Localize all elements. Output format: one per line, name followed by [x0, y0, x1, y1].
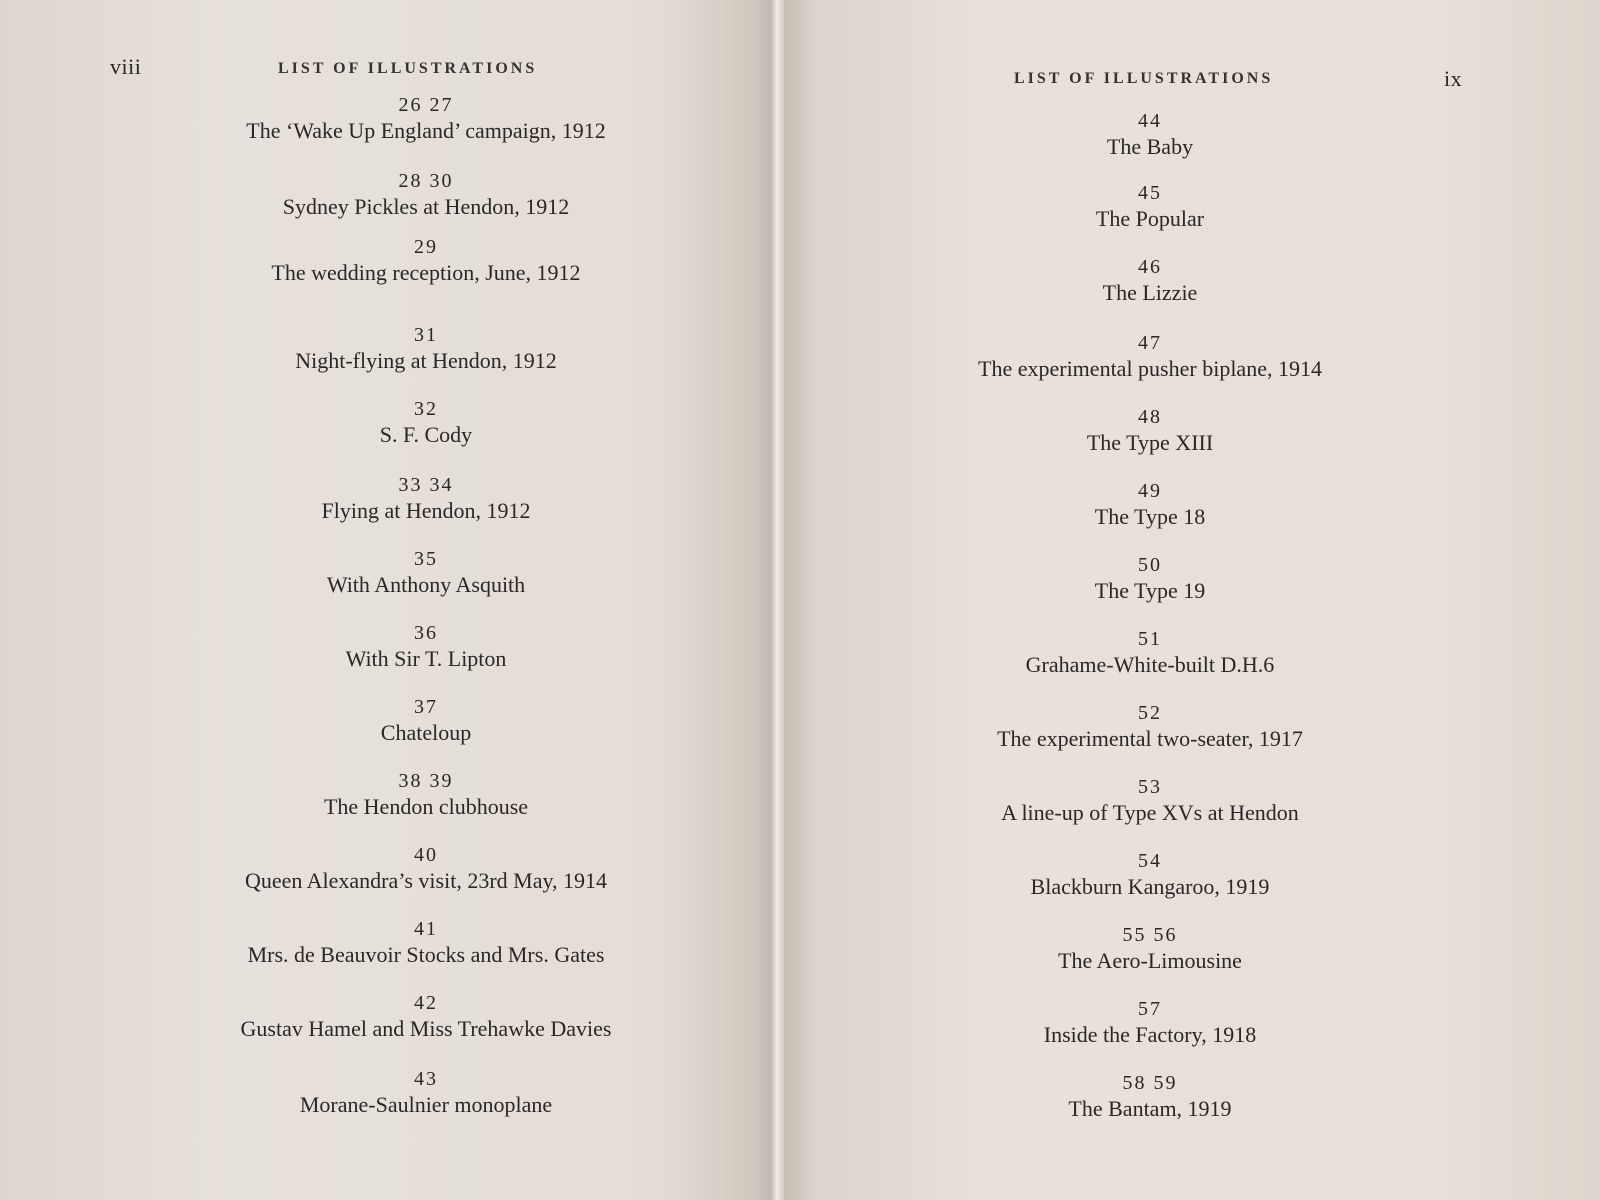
illustration-list — [784, 0, 1600, 1200]
plate-number: 57 — [1138, 998, 1162, 1020]
illustration-entry — [166, 472, 686, 524]
illustration-entry — [890, 626, 1410, 678]
plate-number: 50 — [1138, 554, 1162, 576]
illustration-entry — [166, 694, 686, 746]
plate-caption: Queen Alexandra’s visit, 23rd May, 1914 — [244, 868, 608, 893]
plate-caption: Night-flying at Hendon, 1912 — [295, 348, 557, 373]
plate-caption: Flying at Hendon, 1912 — [321, 498, 531, 523]
plate-number: 31 — [414, 324, 438, 346]
plate-number: 46 — [1138, 256, 1162, 278]
plate-caption: Blackburn Kangaroo, 1919 — [1030, 874, 1270, 899]
plate-caption: The experimental two-seater, 1917 — [997, 726, 1303, 751]
illustration-entry — [166, 1066, 686, 1118]
illustration-entry — [166, 168, 686, 220]
illustration-entry — [166, 768, 686, 820]
plate-caption: The Aero-Limousine — [1058, 948, 1242, 973]
illustration-entry — [166, 322, 686, 374]
illustration-entry — [166, 842, 686, 894]
plate-caption: The wedding reception, June, 1912 — [271, 260, 581, 285]
plate-number: 37 — [414, 696, 438, 718]
plate-number: 33 34 — [398, 474, 454, 496]
illustration-entry — [890, 1070, 1410, 1122]
plate-number: 55 56 — [1122, 924, 1178, 946]
plate-caption: The Popular — [1095, 206, 1205, 231]
illustration-entry — [890, 848, 1410, 900]
plate-caption: The Hendon clubhouse — [323, 794, 529, 819]
plate-caption: The Type 19 — [1094, 578, 1206, 603]
illustration-entry — [890, 996, 1410, 1048]
plate-caption: Sydney Pickles at Hendon, 1912 — [282, 194, 570, 219]
illustration-entry — [166, 546, 686, 598]
plate-caption: The experimental pusher biplane, 1914 — [978, 356, 1322, 381]
plate-caption: Mrs. de Beauvoir Stocks and Mrs. Gates — [247, 942, 605, 967]
plate-caption: A line-up of Type XVs at Hendon — [1001, 800, 1299, 825]
plate-number: 36 — [414, 622, 438, 644]
plate-number: 40 — [414, 844, 438, 866]
plate-caption: With Anthony Asquith — [326, 572, 526, 597]
plate-caption: The Type XIII — [1086, 430, 1214, 455]
plate-number: 29 — [414, 236, 438, 258]
illustration-entry — [890, 108, 1410, 160]
running-head: LIST OF ILLUSTRATIONS — [278, 60, 538, 77]
plate-number: 45 — [1138, 182, 1162, 204]
illustration-entry — [166, 990, 686, 1042]
plate-caption: The Bantam, 1919 — [1068, 1096, 1232, 1121]
running-head: LIST OF ILLUSTRATIONS — [1014, 70, 1274, 87]
plate-number: 47 — [1138, 332, 1162, 354]
illustration-entry — [890, 478, 1410, 530]
page-number: viii — [110, 54, 142, 79]
illustration-entry — [890, 254, 1410, 306]
illustration-entry — [890, 404, 1410, 456]
illustration-list — [0, 0, 778, 1200]
plate-caption: Gustav Hamel and Miss Trehawke Davies — [240, 1016, 612, 1041]
right-page — [784, 0, 1600, 1200]
plate-caption: The Type 18 — [1094, 504, 1206, 529]
plate-number: 41 — [414, 918, 438, 940]
illustration-entry — [890, 330, 1410, 382]
plate-number: 35 — [414, 548, 438, 570]
illustration-entry — [890, 922, 1410, 974]
plate-caption: With Sir T. Lipton — [345, 646, 507, 671]
plate-number: 53 — [1138, 776, 1162, 798]
plate-number: 58 59 — [1122, 1072, 1178, 1094]
plate-number: 52 — [1138, 702, 1162, 724]
plate-number: 38 39 — [398, 770, 454, 792]
plate-caption: Grahame-White-built D.H.6 — [1025, 652, 1275, 677]
illustration-entry — [890, 552, 1410, 604]
page-number: ix — [1444, 66, 1463, 91]
plate-number: 42 — [414, 992, 438, 1014]
plate-caption: Chateloup — [380, 720, 472, 745]
left-page — [0, 0, 778, 1200]
illustration-entry — [890, 700, 1410, 752]
plate-number: 48 — [1138, 406, 1162, 428]
illustration-entry — [166, 234, 686, 286]
plate-number: 44 — [1138, 110, 1162, 132]
illustration-entry — [166, 396, 686, 448]
illustration-entry — [166, 916, 686, 968]
plate-caption: Morane-Saulnier monoplane — [299, 1092, 553, 1117]
plate-number: 54 — [1138, 850, 1162, 872]
plate-number: 28 30 — [398, 170, 454, 192]
illustration-entry — [166, 620, 686, 672]
plate-number: 26 27 — [398, 94, 454, 116]
plate-caption: The ‘Wake Up England’ campaign, 1912 — [246, 118, 606, 143]
plate-number: 51 — [1138, 628, 1162, 650]
plate-caption: The Lizzie — [1102, 280, 1198, 305]
plate-number: 43 — [414, 1068, 438, 1090]
illustration-entry — [890, 774, 1410, 826]
illustration-entry — [166, 92, 686, 144]
plate-caption: S. F. Cody — [379, 422, 473, 447]
plate-caption: The Baby — [1106, 134, 1194, 159]
plate-caption: Inside the Factory, 1918 — [1043, 1022, 1257, 1047]
illustration-entry — [890, 180, 1410, 232]
plate-number: 49 — [1138, 480, 1162, 502]
plate-number: 32 — [414, 398, 438, 420]
